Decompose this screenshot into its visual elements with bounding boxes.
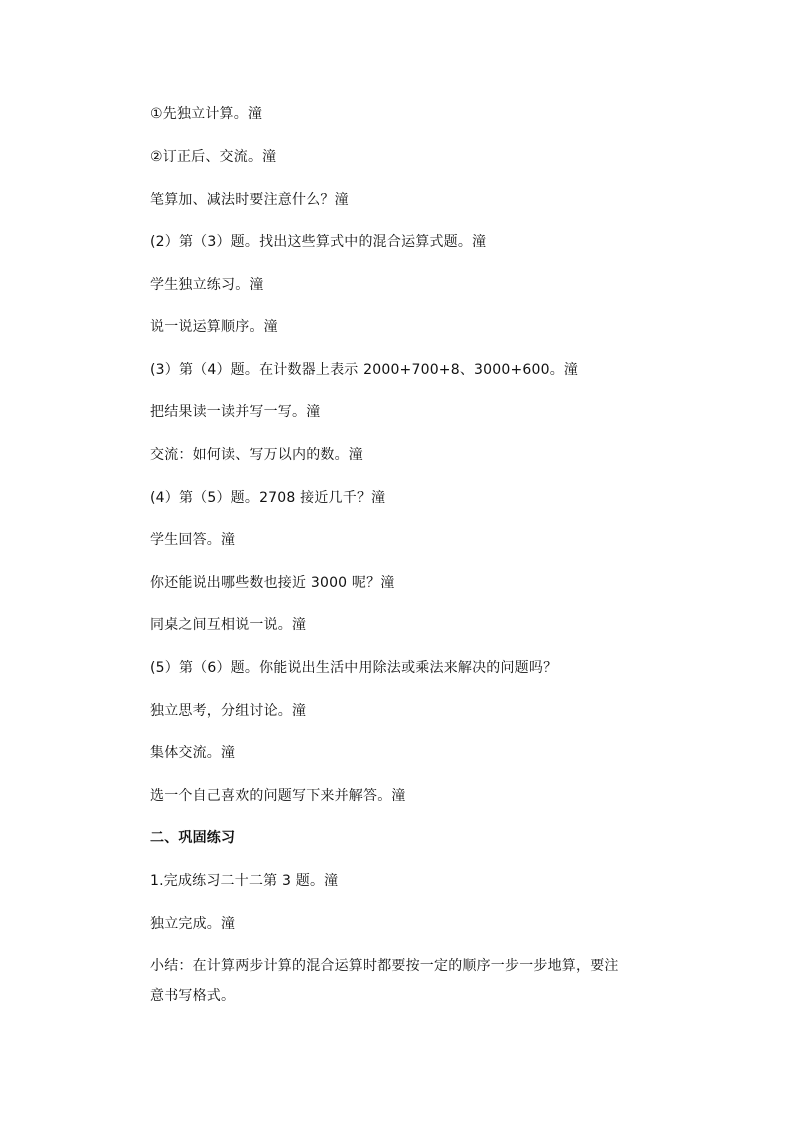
- summary-line-2: 意书写格式。: [150, 988, 236, 1004]
- text-line: 选一个自己喜欢的问题写下来并解答。潼: [150, 788, 406, 804]
- text-line: 笔算加、减法时要注意什么？潼: [150, 192, 349, 208]
- section-heading: 二、巩固练习: [150, 830, 236, 846]
- text-line: 集体交流。潼: [150, 745, 236, 761]
- text-line: 学生独立练习。潼: [150, 277, 264, 293]
- text-line: (2）第（3）题。找出这些算式中的混合运算式题。潼: [150, 234, 487, 250]
- text-line: 1.完成练习二十二第 3 题。潼: [150, 873, 339, 889]
- text-line: ②订正后、交流。潼: [150, 149, 277, 165]
- text-line: 把结果读一读并写一写。潼: [150, 404, 321, 420]
- text-line: (5）第（6）题。你能说出生活中用除法或乘法来解决的问题吗？: [150, 660, 558, 676]
- text-line: 独立完成。潼: [150, 916, 236, 932]
- text-line: 说一说运算顺序。潼: [150, 319, 278, 335]
- text-line: ①先独立计算。潼: [150, 106, 263, 122]
- text-line: (4）第（5）题。2708 接近几千？潼: [150, 490, 386, 506]
- text-line: 你还能说出哪些数也接近 3000 呢？潼: [150, 575, 395, 591]
- text-line: 同桌之间互相说一说。潼: [150, 617, 307, 633]
- text-line: 独立思考，分组讨论。潼: [150, 703, 307, 719]
- text-line: 交流：如何读、写万以内的数。潼: [150, 447, 363, 463]
- text-line: 学生回答。潼: [150, 532, 236, 548]
- text-line: (3）第（4）题。在计数器上表示 2000+700+8、3000+600。潼: [150, 362, 579, 378]
- summary-line-1: 小结：在计算两步计算的混合运算时都要按一定的顺序一步一步地算，要注: [150, 958, 619, 974]
